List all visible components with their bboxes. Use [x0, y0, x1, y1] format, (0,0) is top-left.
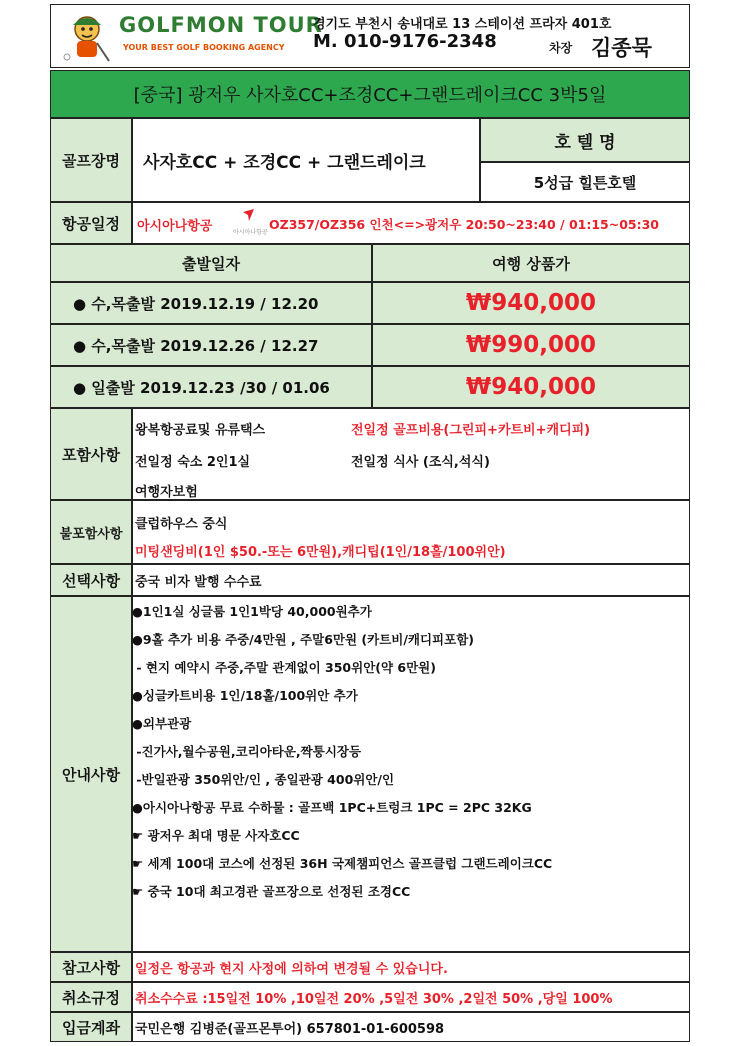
included-item: 전일정 숙소 2인1실 — [135, 455, 251, 470]
cancel-value-text: 취소수수료 :15일전 10% ,10일전 20% ,5일전 30% ,2일전 50% ,당일 100% — [135, 991, 613, 1007]
schedule-price-header: 여행 상품가 — [372, 244, 690, 282]
schedule-row-price — [372, 282, 690, 324]
schedule-price-text: ₩940,000 — [465, 290, 597, 316]
excluded-label: 불포함사항 — [50, 500, 132, 564]
optional-value — [132, 564, 690, 596]
guide-line: ☛ 세계 100대 코스에 선정된 36H 국제챔피언스 골프클럽 그랜드레이크CC — [132, 856, 553, 871]
logo-slogan: YOUR BEST GOLF BOOKING AGENCY — [123, 43, 285, 52]
schedule-row-date — [50, 282, 372, 324]
included-label: 포함사항 — [50, 408, 132, 500]
address: 경기도 부천시 송내대로 13 스테이션 프라자 401호 — [313, 17, 612, 32]
logo-text: GOLFMON TOUR — [119, 13, 323, 37]
excluded-item: 미팅샌딩비(1인 $50.-또는 6만원),캐디팁(1인/18홀/100위안) — [135, 545, 506, 560]
schedule-price-text: ₩940,000 — [465, 374, 597, 400]
phone: M. 010-9176-2348 — [313, 31, 497, 52]
included-value — [132, 408, 690, 500]
guide-line: ●외부관광 — [132, 716, 192, 731]
schedule-date-text: ● 수,목출발 2019.12.26 / 12.27 — [73, 336, 319, 355]
optional-label: 선택사항 — [50, 564, 132, 596]
guide-line: ☛ 광저우 최대 명문 사자호CC — [132, 828, 300, 843]
note-label: 참고사항 — [50, 952, 132, 982]
schedule-date-text: ● 수,목출발 2019.12.19 / 12.20 — [73, 294, 319, 313]
tour-title-text: [중국] 광저우 사자호CC+조경CC+그랜드레이크CC 3박5일 — [133, 85, 607, 106]
schedule-date-text: ● 일출발 2019.12.23 /30 / 01.06 — [73, 378, 330, 397]
guide-label: 안내사항 — [50, 596, 132, 952]
contact-name: 김종묵 — [591, 36, 652, 60]
contact-title: 차장 — [549, 41, 573, 55]
flight-value — [132, 202, 690, 244]
schedule-row-date — [50, 324, 372, 366]
header — [50, 4, 690, 68]
guide-line: ●아시아나항공 무료 수하물 : 골프백 1PC+트렁크 1PC = 2PC 32KG — [132, 800, 532, 815]
included-item: 왕복항공료및 유류택스 — [135, 423, 266, 438]
golf-value-text: 사자호CC + 조경CC + 그랜드레이크 — [143, 152, 426, 173]
hotel-label: 호 텔 명 — [480, 118, 690, 162]
cancel-value — [132, 982, 690, 1012]
excluded-value — [132, 500, 690, 564]
guide-line: -반일관광 350위안/인 , 종일관광 400위안/인 — [132, 772, 395, 787]
note-value-text: 일정은 항공과 현지 사정에 의하여 변경될 수 있습니다. — [135, 961, 448, 977]
flight-label: 항공일정 — [50, 202, 132, 244]
guide-line: -진가사,월수공원,코리아타운,짝퉁시장등 — [132, 744, 362, 759]
included-item: 전일정 골프비용(그린피+카트비+캐디피) — [351, 423, 591, 438]
hotel-value: 5성급 힐튼호텔 — [480, 162, 690, 202]
account-value-text: 국민은행 김병준(골프몬투어) 657801-01-600598 — [135, 1021, 445, 1037]
schedule-row-date — [50, 366, 372, 408]
brochure — [50, 4, 690, 1042]
guide-line: ●1인1실 싱글룸 1인1박당 40,000원추가 — [132, 604, 372, 619]
schedule-row-price — [372, 366, 690, 408]
optional-value-text: 중국 비자 발행 수수료 — [135, 574, 262, 590]
golf-value — [132, 118, 480, 202]
note-value — [132, 952, 690, 982]
guide-line: ●싱글카트비용 1인/18홀/100위안 추가 — [132, 688, 358, 703]
schedule-date-header: 출발일자 — [50, 244, 372, 282]
included-item: 여행자보험 — [135, 485, 198, 500]
account-label: 입금계좌 — [50, 1012, 132, 1042]
golfer-mascot-icon — [59, 9, 115, 65]
guide-line: ●9홀 추가 비용 주중/4만원 , 주말6만원 (카트비/캐디피포함) — [132, 632, 474, 647]
included-item: 전일정 식사 (조식,석식) — [351, 455, 490, 470]
golf-label: 골프장명 — [50, 118, 132, 202]
guide-line: ☛ 중국 10대 최고경관 골프장으로 선정된 조경CC — [132, 884, 411, 899]
tour-title — [50, 70, 690, 118]
guide-line: - 현지 예약시 주중,주말 관계없이 350위안(약 6만원) — [132, 660, 436, 675]
excluded-item: 클럽하우스 중식 — [135, 517, 228, 532]
airline-name: 아시아나항공 — [137, 219, 213, 234]
airline-logo-text: 아시아나항공 — [233, 229, 268, 236]
asiana-logo-icon — [241, 208, 255, 222]
schedule-price-text: ₩990,000 — [465, 332, 597, 358]
account-value — [132, 1012, 690, 1042]
cancel-label: 취소규정 — [50, 982, 132, 1012]
flight-detail: OZ357/OZ356 인천<=>광저우 20:50~23:40 / 01:15~05:30 — [269, 217, 660, 232]
schedule-row-price — [372, 324, 690, 366]
